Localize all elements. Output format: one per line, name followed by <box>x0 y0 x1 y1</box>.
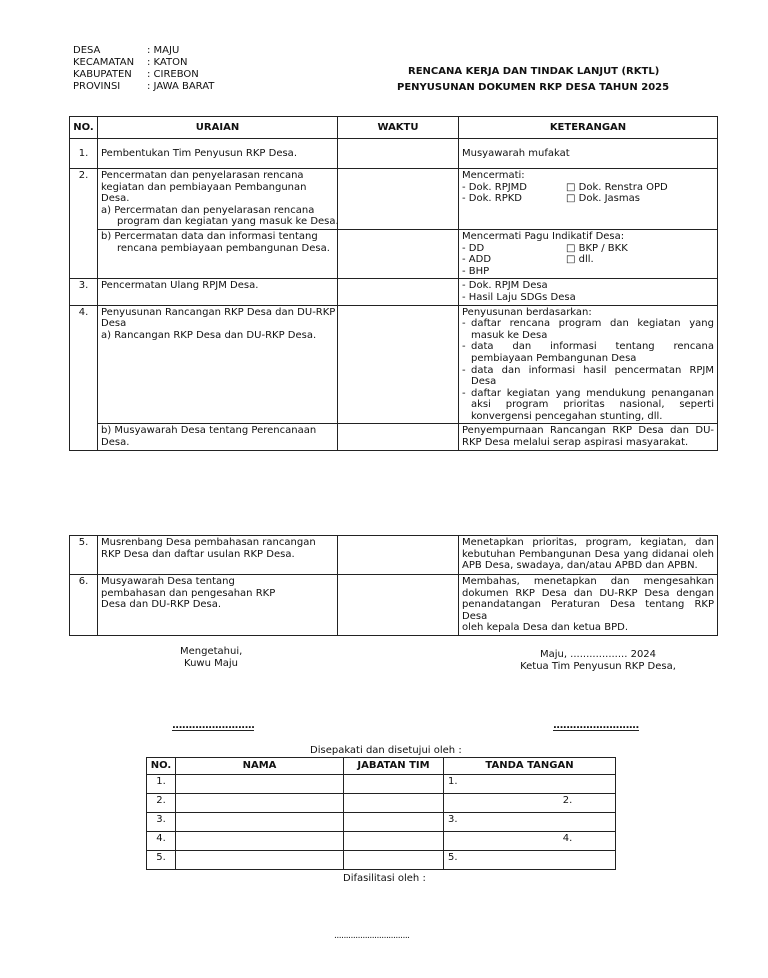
header-provinsi: PROVINSI : JAWA BARAT <box>73 81 215 92</box>
row-uraian: b) Percermatan data dan informasi tentang rencana pembiayaan pembangunan Desa. <box>98 229 338 278</box>
signature-cell: 3. <box>444 813 616 832</box>
header-kecamatan: KECAMATAN : KATON <box>73 57 188 68</box>
row-no: 2. <box>70 169 98 230</box>
row-no: 3. <box>70 279 98 305</box>
row-no: 1. <box>70 139 98 169</box>
signature-cell: 1. <box>444 775 616 794</box>
col-tanda-tangan: TANDA TANGAN <box>444 758 616 775</box>
row-uraian: Musrenbang Desa pembahasan rancangan RKP Desa dan daftar usulan RKP Desa. <box>98 536 338 575</box>
table-row <box>70 575 718 636</box>
row-waktu <box>338 139 459 169</box>
table-row <box>70 424 718 450</box>
col-keterangan: KETERANGAN <box>459 117 718 139</box>
signature-cell: 4. <box>444 832 616 851</box>
row-waktu <box>338 424 459 450</box>
row-waktu <box>338 305 459 424</box>
rktl-table-1 <box>69 116 718 451</box>
row-waktu <box>338 279 459 305</box>
signature-line-left: ......................... <box>172 720 255 731</box>
row-no: 6. <box>70 575 98 636</box>
col-uraian: URAIAN <box>98 117 338 139</box>
row-keterangan: Membahas, menetapkan dan mengesahkan dokumen RKP Desa dan DU-RKP Desa dengan penandatangan Peraturan Desa tentang RKP Desa oleh kepala Desa dan ketua BPD. <box>459 575 718 636</box>
facilitator-signature-line: ................................ <box>334 931 410 941</box>
signature-line-right: .......................... <box>553 720 639 731</box>
row-uraian: Pembentukan Tim Penyusun RKP Desa. <box>98 139 338 169</box>
agreement-table <box>146 757 616 870</box>
header-kabupaten: KABUPATEN : CIREBON <box>73 69 199 80</box>
table-row <box>70 229 718 278</box>
row-uraian: Musyawarah Desa tentang pembahasan dan pengesahan RKP Desa dan DU-RKP Desa. <box>98 575 338 636</box>
table-row: 2. 2. <box>147 794 616 813</box>
row-keterangan: Musyawarah mufakat <box>459 139 718 169</box>
doc-title-2: PENYUSUNAN DOKUMEN RKP DESA TAHUN 2025 <box>397 82 670 93</box>
row-keterangan: Penyempurnaan Rancangan RKP Desa dan DU-RKP Desa melalui serap aspirasi masyarakat. <box>459 424 718 450</box>
table-row: 5. 5. <box>147 851 616 870</box>
row-keterangan: - Dok. RPJM Desa - Hasil Laju SDGs Desa <box>459 279 718 305</box>
signature-right: Maju, .................. 2024 Ketua Tim Penyusun RKP Desa, <box>520 649 676 672</box>
col-no: NO. <box>147 758 176 775</box>
row-uraian: Pencermatan Ulang RPJM Desa. <box>98 279 338 305</box>
rktl-table-2 <box>69 535 718 636</box>
signature-left: Mengetahui, Kuwu Maju <box>180 646 243 669</box>
table-row <box>70 536 718 575</box>
doc-title-1: RENCANA KERJA DAN TINDAK LANJUT (RKTL) <box>408 66 660 77</box>
row-no: 4. <box>70 305 98 424</box>
header-desa: DESA : MAJU <box>73 45 180 56</box>
row-waktu <box>338 575 459 636</box>
row-waktu <box>338 169 459 230</box>
row-waktu <box>338 536 459 575</box>
row-keterangan: Mencermati Pagu Indikatif Desa: - DD □ BKP / BKK - ADD □ dll. - BHP <box>459 229 718 278</box>
signature-cell: 2. <box>444 794 616 813</box>
row-uraian: Pencermatan dan penyelarasan rencana kegiatan dan pembiayaan Pembangunan Desa. a) Percermatan dan penyelarasan rencana program dan kegiatan yang masuk ke Desa. <box>98 169 338 230</box>
table-row <box>70 279 718 305</box>
table-row <box>70 139 718 169</box>
agreement-caption: Disepakati dan disetujui oleh : <box>310 745 462 756</box>
table-row <box>70 169 718 230</box>
row-uraian: Penyusunan Rancangan RKP Desa dan DU-RKP Desa a) Rancangan RKP Desa dan DU-RKP Desa. <box>98 305 338 424</box>
facilitated-by: Difasilitasi oleh : <box>343 873 426 884</box>
col-waktu: WAKTU <box>338 117 459 139</box>
col-no: NO. <box>70 117 98 139</box>
table-row <box>70 305 718 424</box>
row-keterangan: Penyusunan berdasarkan: - daftar rencana program dan kegiatan yang masuk ke Desa - data dan informasi tentang rencana pembiayaan Pembangunan Desa - data dan informasi hasil pencermatan RPJM Desa - daftar kegiatan yang mendukung penanganan aksi program prioritas nasional, seperti konvergensi pencegahan stunting, dll. <box>459 305 718 424</box>
table-row: 4. 4. <box>147 832 616 851</box>
row-keterangan: Mencermati: - Dok. RPJMD □ Dok. Renstra OPD - Dok. RPKD □ Dok. Jasmas <box>459 169 718 230</box>
row-no: 5. <box>70 536 98 575</box>
table-row: 1. 1. <box>147 775 616 794</box>
row-uraian: b) Musyawarah Desa tentang Perencanaan Desa. <box>98 424 338 450</box>
col-nama: NAMA <box>176 758 344 775</box>
row-waktu <box>338 229 459 278</box>
col-jabatan: JABATAN TIM <box>344 758 444 775</box>
row-keterangan: Menetapkan prioritas, program, kegiatan, dan kebutuhan Pembangunan Desa yang didanai oleh APB Desa, swadaya, dan/atau APBD dan APBN. <box>459 536 718 575</box>
table-row: 3. 3. <box>147 813 616 832</box>
signature-cell: 5. <box>444 851 616 870</box>
